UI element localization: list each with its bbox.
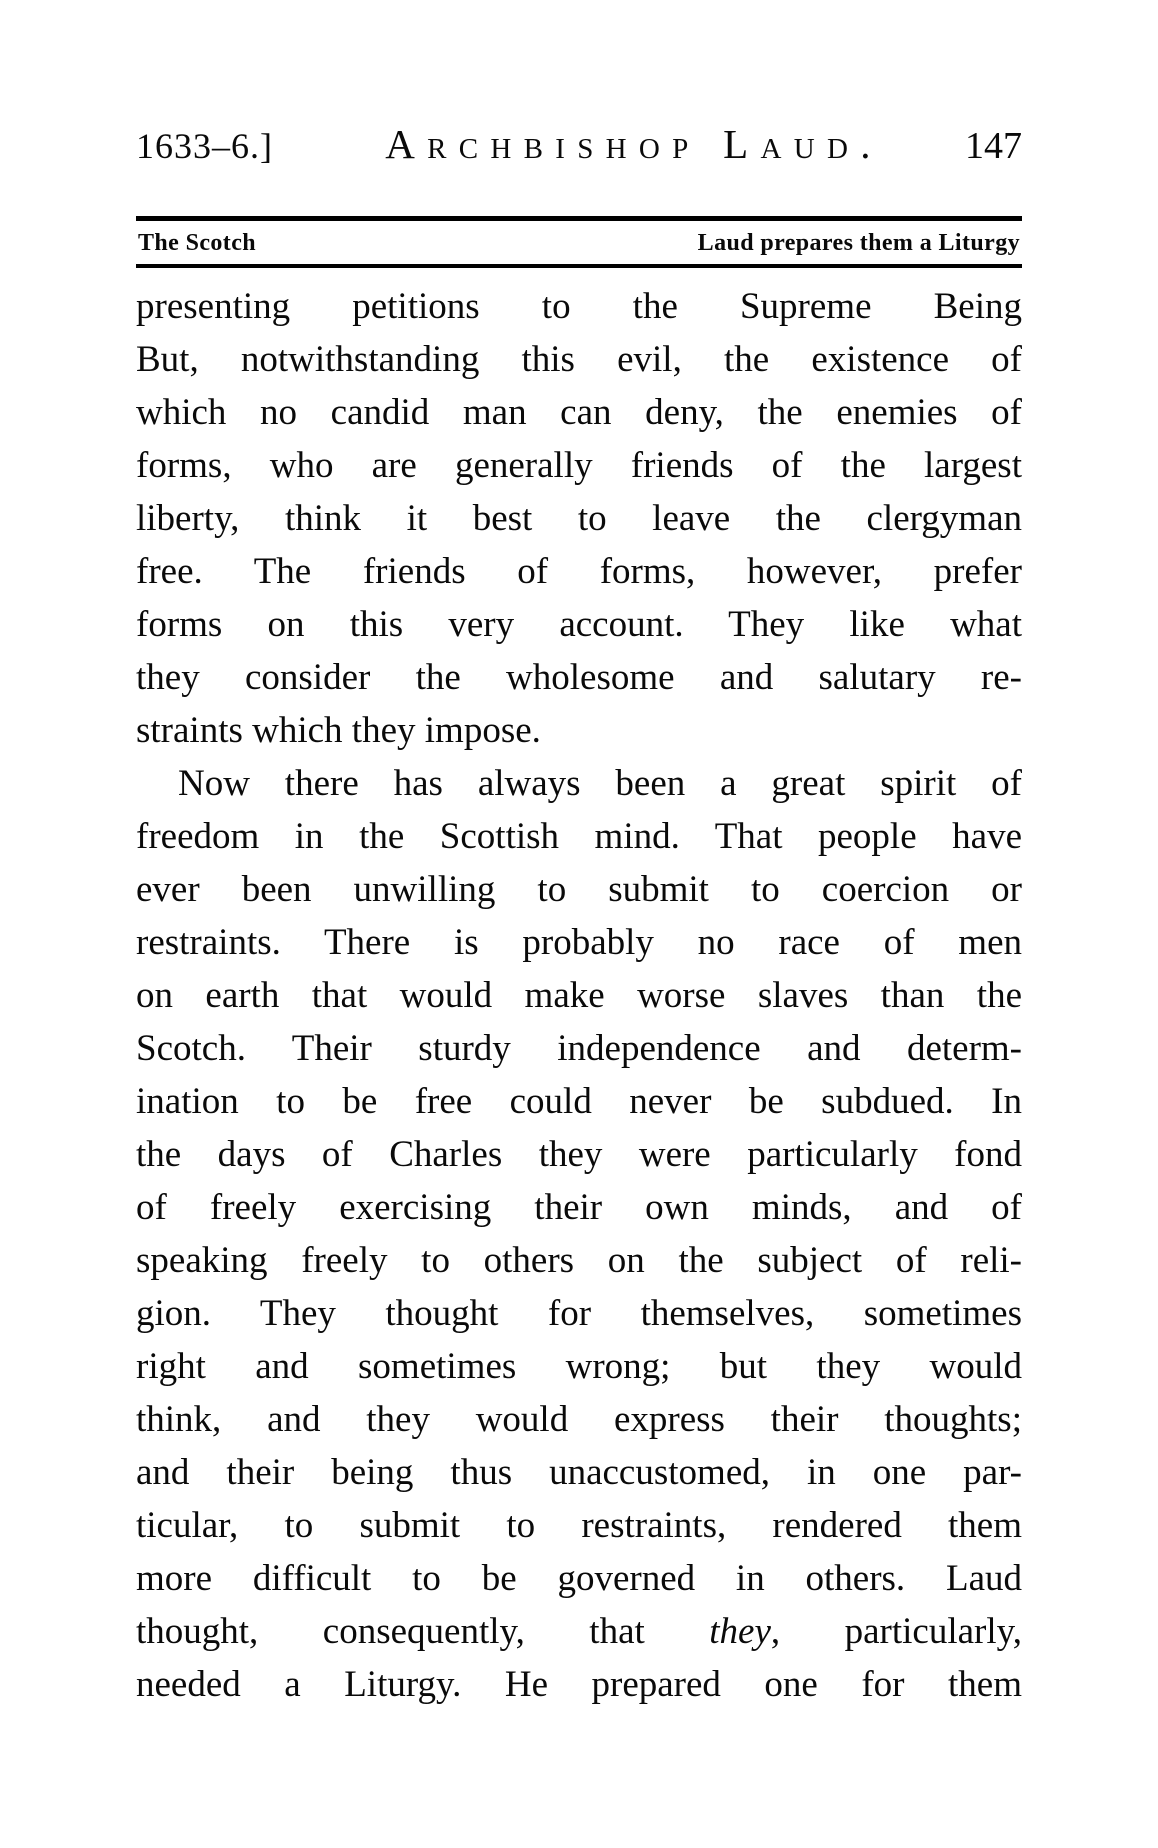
text-line bbox=[136, 1658, 1022, 1711]
text-segment: ever been unwilling to submit to coercion or bbox=[136, 869, 1022, 910]
running-header bbox=[136, 118, 1022, 172]
text-segment: But, notwithstanding this evil, the existence of bbox=[136, 339, 1022, 380]
header-date-range: 1633–6.] bbox=[136, 126, 273, 166]
text-line bbox=[136, 492, 1022, 545]
text-segment: needed a Liturgy. He prepared one for them bbox=[136, 1664, 1022, 1705]
text-segment: and their being thus unaccustomed, in one par- bbox=[136, 1452, 1022, 1493]
text-line bbox=[136, 333, 1022, 386]
text-segment: liberty, think it best to leave the clergyman bbox=[136, 498, 1022, 539]
text-segment: free. The friends of forms, however, prefer bbox=[136, 551, 1022, 592]
text-line bbox=[136, 916, 1022, 969]
page-number: 147 bbox=[965, 125, 1022, 167]
text-segment: straints which they impose. bbox=[136, 710, 541, 751]
text-segment: they consider the wholesome and salutary re- bbox=[136, 657, 1022, 698]
text-line bbox=[136, 545, 1022, 598]
text-line bbox=[136, 598, 1022, 651]
text-line bbox=[136, 1075, 1022, 1128]
text-line bbox=[136, 1605, 1022, 1658]
divider-rule-bottom bbox=[136, 264, 1022, 268]
text-segment: ination to be free could never be subdued. In bbox=[136, 1081, 1022, 1122]
text-line bbox=[136, 386, 1022, 439]
text-segment: ticular, to submit to restraints, rendered them bbox=[136, 1505, 1022, 1546]
body-text bbox=[136, 280, 1022, 1711]
text-segment: gion. They thought for themselves, sometimes bbox=[136, 1293, 1022, 1334]
text-segment: thought, consequently, that bbox=[136, 1611, 710, 1652]
text-line bbox=[136, 1393, 1022, 1446]
text-line bbox=[136, 1499, 1022, 1552]
text-segment: , particularly, bbox=[770, 1611, 1022, 1652]
text-segment: forms on this very account. They like what bbox=[136, 604, 1022, 645]
text-segment: Scotch. Their sturdy independence and determ- bbox=[136, 1028, 1022, 1069]
text-segment: right and sometimes wrong; but they would bbox=[136, 1346, 1022, 1387]
text-line bbox=[136, 651, 1022, 704]
text-line bbox=[136, 280, 1022, 333]
text-line bbox=[136, 1234, 1022, 1287]
text-segment: the days of Charles they were particularly fond bbox=[136, 1134, 1022, 1175]
text-segment: freedom in the Scottish mind. That people have bbox=[136, 816, 1022, 857]
text-segment: Now there has always been a great spirit of bbox=[178, 763, 1022, 804]
text-segment: more difficult to be governed in others. Laud bbox=[136, 1558, 1022, 1599]
text-segment: which no candid man can deny, the enemies of bbox=[136, 392, 1022, 433]
text-segment: of freely exercising their own minds, and of bbox=[136, 1187, 1022, 1228]
text-line bbox=[136, 1128, 1022, 1181]
text-segment: speaking freely to others on the subject of reli- bbox=[136, 1240, 1022, 1281]
text-segment: on earth that would make worse slaves than the bbox=[136, 975, 1022, 1016]
text-line bbox=[136, 1181, 1022, 1234]
page-title: Archbishop Laud. bbox=[385, 121, 883, 167]
text-segment: restraints. There is probably no race of men bbox=[136, 922, 1022, 963]
running-sideheads bbox=[136, 221, 1022, 264]
text-line bbox=[136, 863, 1022, 916]
text-line bbox=[136, 439, 1022, 492]
text-line bbox=[136, 810, 1022, 863]
text-segment: presenting petitions to the Supreme Being bbox=[136, 286, 1022, 327]
text-line bbox=[136, 704, 1022, 757]
text-line bbox=[136, 1340, 1022, 1393]
text-line bbox=[136, 757, 1022, 810]
text-line bbox=[136, 969, 1022, 1022]
running-head-left: The Scotch bbox=[138, 230, 256, 256]
text-segment: think, and they would express their thoughts; bbox=[136, 1399, 1022, 1440]
text-line bbox=[136, 1287, 1022, 1340]
text-line bbox=[136, 1022, 1022, 1075]
running-head-right: Laud prepares them a Liturgy bbox=[697, 230, 1020, 256]
italic-text-segment: they bbox=[709, 1611, 771, 1652]
text-line bbox=[136, 1446, 1022, 1499]
text-segment: forms, who are generally friends of the largest bbox=[136, 445, 1022, 486]
text-line bbox=[136, 1552, 1022, 1605]
